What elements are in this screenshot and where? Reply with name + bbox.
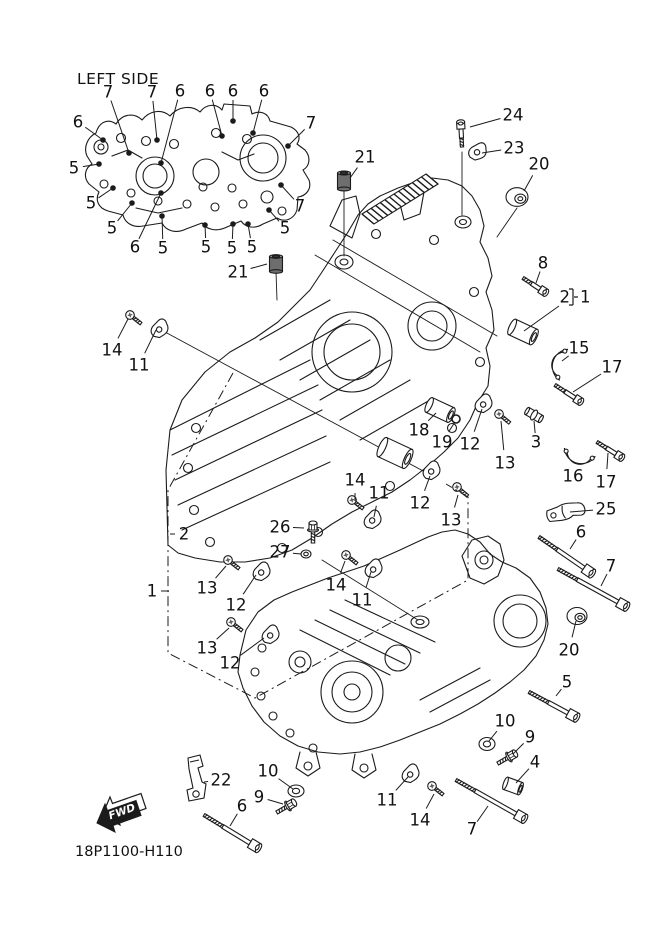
leader-line: [253, 100, 262, 133]
assembly-note-bracket: [569, 289, 578, 305]
callout-label: 4: [529, 752, 541, 772]
part-retainer-tab: [361, 508, 385, 531]
part-bolt: [201, 811, 263, 854]
leader-dot: [158, 190, 164, 196]
leader-line: [556, 689, 561, 696]
part-retainer-tab: [399, 762, 423, 785]
leader-line: [118, 319, 128, 338]
leader-dot: [100, 137, 106, 143]
callout-label: 5: [68, 158, 80, 178]
callout-label: 7: [605, 556, 617, 576]
callout-label: 20: [528, 154, 550, 174]
callout-label: 6: [129, 237, 141, 257]
callout-label: 5: [561, 672, 573, 692]
part-retainer-tab: [362, 557, 386, 580]
callout-label: 13: [494, 453, 516, 473]
leader-line: [524, 175, 533, 191]
leader-dot: [285, 143, 291, 149]
axis-lines: [165, 152, 517, 620]
leader-line: [85, 127, 103, 140]
callout-label: 1: [146, 581, 158, 601]
callout-label: 17: [595, 472, 617, 492]
callout-label: 16: [562, 466, 584, 486]
leader-line: [268, 800, 283, 804]
part-bearing-plate: [548, 346, 568, 380]
callout-label: 12: [219, 653, 241, 673]
leader-line: [215, 566, 226, 578]
leader-line: [534, 421, 535, 433]
leader-line: [513, 743, 524, 754]
callout-label: 11: [128, 355, 150, 375]
callout-label: 9: [253, 787, 265, 807]
callout-label: 17: [601, 357, 623, 377]
leader-lines-layer: [83, 100, 608, 826]
leader-dot: [96, 161, 102, 167]
part-hex-bolt: [274, 797, 299, 818]
callout-label: 13: [440, 510, 462, 530]
callout-label: 6: [174, 81, 186, 101]
callout-label: 18: [408, 420, 430, 440]
leader-line: [474, 409, 482, 432]
callout-label: 7: [305, 113, 317, 133]
callout-label: 5: [157, 238, 169, 258]
leader-line: [470, 118, 500, 127]
part-bolt: [521, 275, 550, 298]
leader-line: [251, 264, 267, 269]
callout-label: 6: [236, 796, 248, 816]
leader-line: [153, 101, 157, 140]
callout-label: 27: [269, 542, 291, 562]
leader-dot: [278, 182, 284, 188]
leader-dot: [202, 222, 208, 228]
leader-dot: [230, 221, 236, 227]
callout-label: 25: [595, 499, 617, 519]
callout-label: 6: [227, 81, 239, 101]
callout-label: 5: [279, 218, 291, 238]
part-bolt: [595, 439, 626, 463]
callout-label: 6: [72, 112, 84, 132]
part-screw: [426, 780, 446, 798]
leader-line: [501, 421, 504, 450]
part-bolt: [553, 382, 585, 407]
part-screw: [225, 616, 245, 634]
part-retainer-tab: [472, 392, 496, 415]
callout-label: 5: [226, 238, 238, 258]
callout-label: 12: [225, 595, 247, 615]
part-collar: [501, 776, 524, 795]
leader-line: [601, 574, 607, 586]
leader-dot: [230, 118, 236, 124]
leader-dot: [110, 185, 116, 191]
part-bearing-plate: [561, 448, 595, 468]
callout-label: 10: [494, 711, 516, 731]
callout-label: 22: [210, 770, 232, 790]
callout-label: 11: [376, 790, 398, 810]
leader-dot: [219, 133, 225, 139]
callout-label: 7: [102, 82, 114, 102]
part-collar: [270, 255, 283, 274]
callout-label: 9: [524, 727, 536, 747]
part-retainer-tab: [259, 623, 283, 646]
leader-line: [288, 129, 305, 146]
callout-label: 7: [294, 196, 306, 216]
leader-line: [230, 814, 237, 826]
leader-line: [573, 374, 601, 392]
part-code: 18P1100-H110: [75, 844, 183, 860]
leader-line: [162, 216, 163, 239]
callout-label: 13: [196, 578, 218, 598]
callout-label: 6: [258, 81, 270, 101]
part-collar: [375, 436, 415, 470]
callout-label: 11: [351, 590, 373, 610]
leader-line: [350, 168, 357, 178]
leader-line: [139, 193, 161, 239]
part-screw: [346, 494, 366, 512]
leader-line: [293, 553, 301, 554]
callout-label: 11: [368, 483, 390, 503]
callout-label: 5: [106, 218, 118, 238]
leader-line: [607, 453, 608, 469]
callout-label: 14: [344, 470, 366, 490]
leader-dot: [126, 150, 132, 156]
part-retainer-tab: [467, 142, 489, 161]
assembly-note: [524, 288, 591, 332]
callout-label: 3: [530, 432, 542, 452]
fwd-arrow-label: FWD: [107, 801, 137, 823]
callout-label: 8: [537, 253, 549, 273]
part-oring: [452, 415, 460, 423]
callout-label: 21: [354, 147, 376, 167]
callout-label: 6: [204, 81, 216, 101]
leader-line: [341, 561, 345, 573]
leader-line: [145, 330, 156, 353]
callout-label: 6: [575, 522, 587, 542]
assembly-note-left: 2: [559, 287, 570, 307]
part-screw: [124, 309, 144, 327]
leader-line: [212, 100, 222, 136]
callout-label: 14: [409, 810, 431, 830]
fwd-arrow: [97, 794, 146, 833]
callout-label: 12: [409, 493, 431, 513]
leader-line: [111, 101, 129, 153]
leader-line: [217, 628, 229, 639]
part-bolt: [527, 688, 581, 724]
part-retainer-tab: [148, 317, 172, 340]
leader-line: [455, 495, 458, 507]
leader-line: [281, 185, 294, 199]
callout-label: 10: [257, 761, 279, 781]
leader-dot: [158, 160, 164, 166]
callout-label: 7: [146, 82, 158, 102]
leader-line: [243, 575, 256, 594]
leader-line: [477, 806, 488, 822]
leader-line: [161, 100, 178, 163]
leader-dot: [266, 207, 272, 213]
callout-label: 14: [101, 340, 123, 360]
callout-label: 7: [466, 819, 478, 839]
leader-dot: [159, 213, 165, 219]
callout-label: 2: [178, 524, 190, 544]
callout-label: 5: [200, 237, 212, 257]
callout-label: 14: [325, 575, 347, 595]
assembly-note-leader: [524, 306, 559, 331]
leader-dot: [154, 137, 160, 143]
part-screw: [340, 549, 360, 567]
part-screw: [222, 554, 242, 572]
leader-line: [426, 794, 434, 809]
callout-label: 13: [196, 638, 218, 658]
leader-dot: [129, 200, 135, 206]
leader-dot: [245, 221, 251, 227]
callout-label: 21: [227, 262, 249, 282]
callout-label: 20: [558, 640, 580, 660]
leader-line: [279, 779, 293, 789]
callout-label: 5: [85, 193, 97, 213]
callout-label: 5: [246, 237, 258, 257]
callout-label: 24: [502, 105, 524, 125]
callout-label: 19: [431, 432, 453, 452]
part-washer: [479, 738, 495, 751]
part-bracket: [187, 755, 206, 801]
part-collar: [506, 318, 540, 346]
leader-line: [396, 777, 408, 790]
part-grommet: [567, 608, 587, 625]
callout-label: 15: [568, 338, 590, 358]
leader-line: [516, 769, 529, 783]
callout-label: 12: [459, 434, 481, 454]
part-collar: [338, 171, 351, 191]
leader-dot: [250, 130, 256, 136]
assembly-note-right: 1: [580, 287, 591, 307]
callout-label: 26: [269, 517, 291, 537]
part-washer: [301, 550, 311, 558]
callout-label: 23: [503, 138, 525, 158]
part-bolt: [456, 120, 465, 148]
leader-line: [536, 271, 540, 283]
part-screw: [493, 408, 513, 426]
part-retainer-tab: [420, 459, 444, 482]
cylinder-base-hatch: [362, 174, 438, 224]
view-title: LEFT SIDE: [77, 70, 160, 88]
